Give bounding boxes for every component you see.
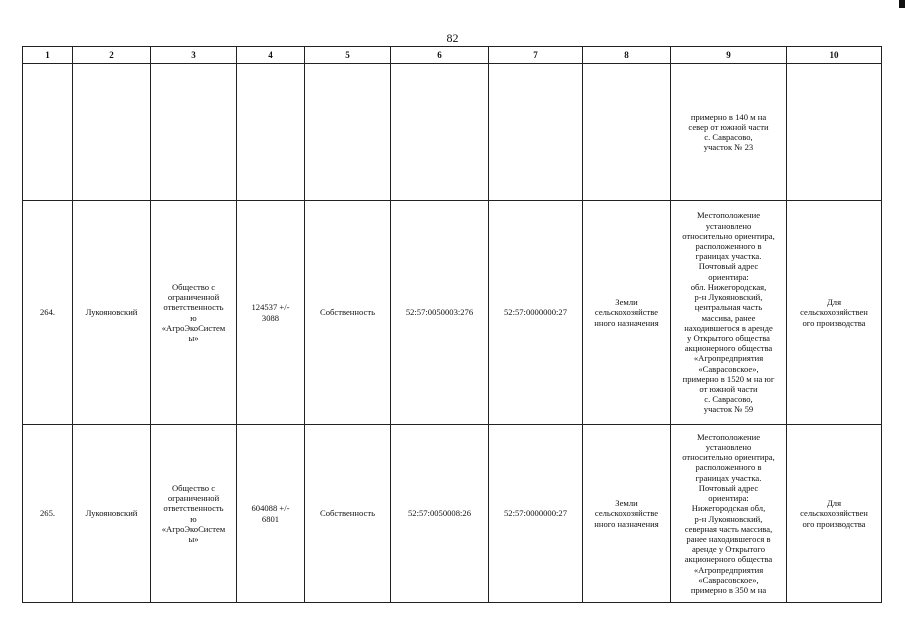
column-header: 1 bbox=[23, 47, 73, 64]
table-row bbox=[23, 201, 882, 425]
column-header: 5 bbox=[305, 47, 391, 64]
right-type-cell: Собственность bbox=[305, 425, 391, 603]
area-cell: 604088 +/- 6801 bbox=[237, 425, 305, 603]
permitted-use-cell: Для сельскохозяйствен ого производства bbox=[787, 201, 882, 425]
page-number: 82 bbox=[446, 31, 459, 45]
right-type-cell bbox=[305, 64, 391, 201]
owner-cell: Общество с ограниченной ответственность ю «АгроЭкоСистем ы» bbox=[151, 201, 237, 425]
cadastral-quarter-cell: 52:57:0000000:27 bbox=[489, 201, 583, 425]
area-cell bbox=[237, 64, 305, 201]
area-cell: 124537 +/- 3088 bbox=[237, 201, 305, 425]
corner-mark bbox=[899, 0, 905, 8]
column-header: 9 bbox=[671, 47, 787, 64]
owner-cell bbox=[151, 64, 237, 201]
cadastral-number-cell: 52:57:0050008:26 bbox=[391, 425, 489, 603]
location-cell: Местоположение установлено относительно ориентира, расположенного в границах участка. Почтовый адрес ориентира: обл. Нижегородская, р-н Лукояновский, центральная часть массива, ранее находившегося в аренде у Открытого общества акционерного общества «Агропредприятия «Саврасовское», примерно в 1520 м на юг от южной части с. Саврасово, участок № 59 bbox=[671, 201, 787, 425]
column-header: 10 bbox=[787, 47, 882, 64]
district-cell bbox=[73, 64, 151, 201]
right-type-cell: Собственность bbox=[305, 201, 391, 425]
district-cell: Лукояновский bbox=[73, 425, 151, 603]
table-row bbox=[23, 425, 882, 603]
column-header: 8 bbox=[583, 47, 671, 64]
land-category-cell bbox=[583, 64, 671, 201]
cadastral-quarter-cell: 52:57:0000000:27 bbox=[489, 425, 583, 603]
cadastral-number-cell bbox=[391, 64, 489, 201]
column-header: 6 bbox=[391, 47, 489, 64]
permitted-use-cell bbox=[787, 64, 882, 201]
location-cell: Местоположение установлено относительно ориентира, расположенного в границах участка. Почтовый адрес ориентира: Нижегородская обл, р-н Лукояновский, северная часть массива, ранее находившегося в аренде у Открытого акционерного общества «Агропредприятия «Саврасовское», примерно в 350 м на bbox=[671, 425, 787, 603]
land-registry-table bbox=[22, 46, 882, 603]
district-cell: Лукояновский bbox=[73, 201, 151, 425]
row-number: 264. bbox=[23, 201, 73, 425]
permitted-use-cell: Для сельскохозяйствен ого производства bbox=[787, 425, 882, 603]
cadastral-quarter-cell bbox=[489, 64, 583, 201]
location-cell: примерно в 140 м на север от южной части с. Саврасово, участок № 23 bbox=[671, 64, 787, 201]
column-header: 4 bbox=[237, 47, 305, 64]
header-row bbox=[23, 47, 882, 64]
row-number: 265. bbox=[23, 425, 73, 603]
land-category-cell: Земли сельскохозяйстве нного назначения bbox=[583, 425, 671, 603]
cadastral-number-cell: 52:57:0050003:276 bbox=[391, 201, 489, 425]
column-header: 2 bbox=[73, 47, 151, 64]
table-row bbox=[23, 64, 882, 201]
row-number bbox=[23, 64, 73, 201]
land-category-cell: Земли сельскохозяйстве нного назначения bbox=[583, 201, 671, 425]
column-header: 7 bbox=[489, 47, 583, 64]
owner-cell: Общество с ограниченной ответственность ю «АгроЭкоСистем ы» bbox=[151, 425, 237, 603]
column-header: 3 bbox=[151, 47, 237, 64]
